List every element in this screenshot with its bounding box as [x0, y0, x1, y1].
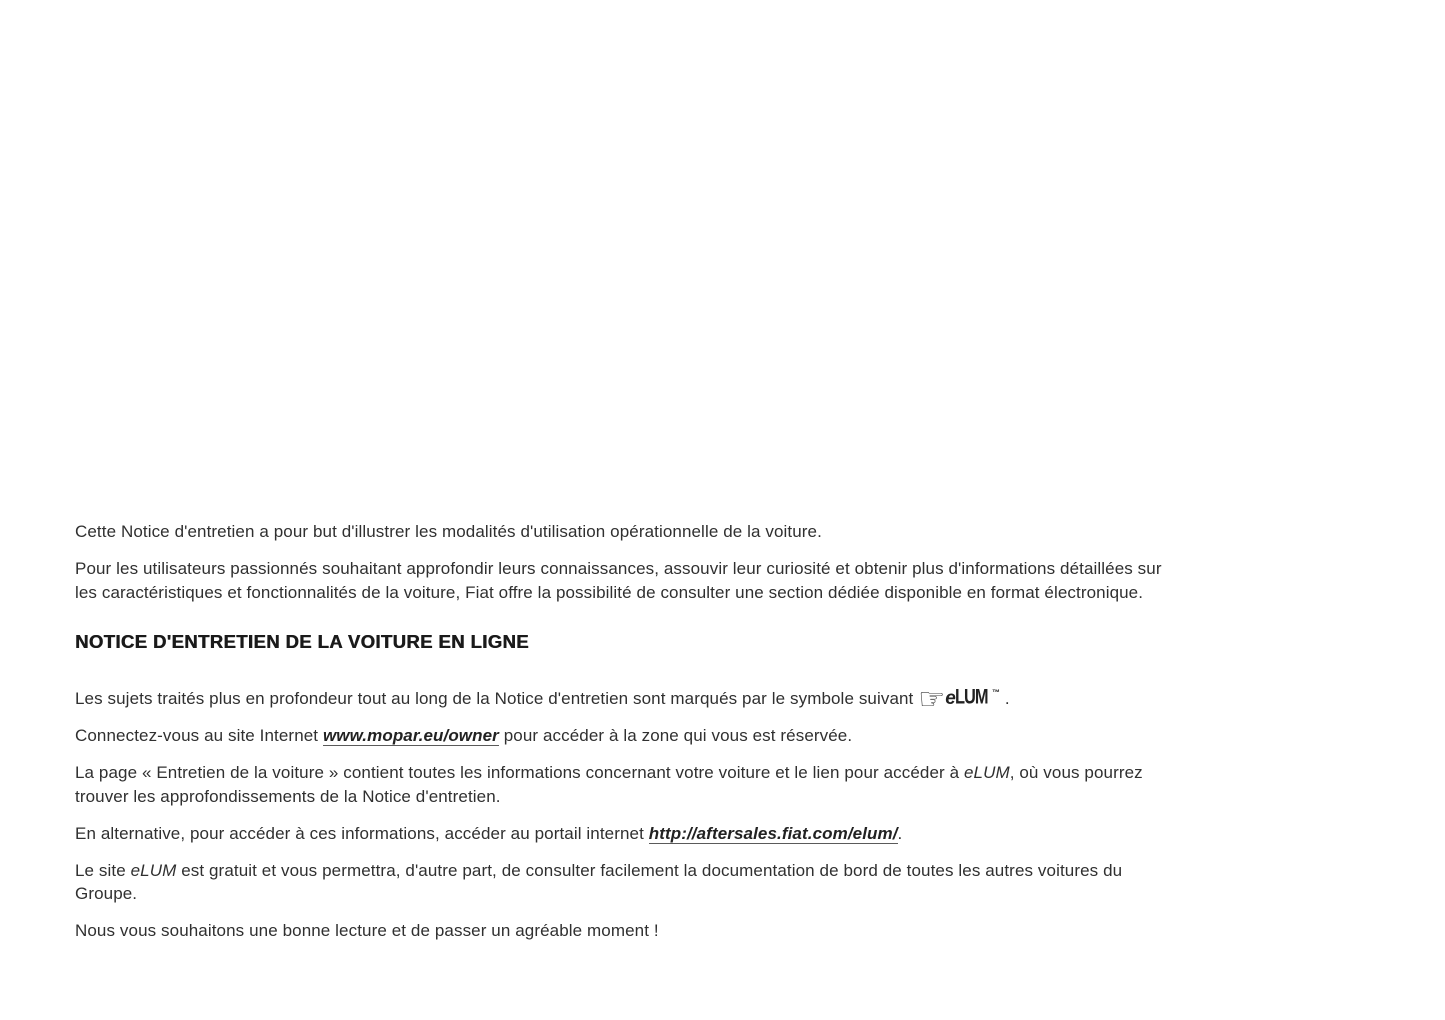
closing-paragraph: [75, 919, 1188, 943]
intro-paragraph-2-text: Pour les utilisateurs passionnés souhaitant approfondir leurs connaissances, assouvir leur curiosité et obtenir plus d'informations détaillées sur les caractéristiques et fonctionnalités de la voiture, Fiat offre la possibilité de consulter une section dédiée disponible en format électronique.: [75, 559, 1162, 602]
connect-paragraph-text-after: pour accéder à la zone qui vous est réservée.: [498, 726, 853, 745]
aftersales-elum-link[interactable]: http://aftersales.fiat.com/elum/: [648, 823, 898, 843]
pointing-hand-icon: ☞: [918, 682, 946, 717]
alternative-text: En alternative, pour accéder à ces informations, accéder au portail internet: [75, 823, 649, 843]
free-site-text: Le site: [75, 860, 131, 880]
trademark-icon: ™: [992, 688, 1001, 697]
symbol-paragraph-text: Les sujets traités plus en profondeur tout au long de la Notice d'entretien sont marqués par le symbole suivant: [75, 689, 919, 708]
elum-name: eLUM: [130, 860, 177, 880]
alternative-paragraph: [75, 822, 1188, 846]
elum-logo-lum: LUM: [955, 685, 988, 709]
elum-name: eLUM: [963, 763, 1010, 782]
alternative-text-after: .: [897, 823, 903, 843]
section-heading: NOTICE D'ENTRETIEN DE LA VOITURE EN LIGNE: [75, 631, 529, 652]
free-site-paragraph: [75, 859, 1188, 906]
closing-text: Nous vous souhaitons une bonne lecture et de passer un agréable moment !: [75, 921, 659, 940]
page-info-paragraph: [75, 761, 1188, 808]
elum-logo-e: e: [945, 688, 956, 709]
elum-logo: [918, 682, 1001, 717]
connect-paragraph: [75, 724, 1188, 748]
symbol-paragraph-period: .: [1000, 689, 1010, 708]
intro-paragraph-1: [75, 520, 1188, 544]
intro-paragraph-1-text: Cette Notice d'entretien a pour but d'illustrer les modalités d'utilisation opérationnelle de la voiture.: [75, 522, 822, 541]
symbol-paragraph: [75, 681, 1188, 717]
page-text-block: [75, 520, 1188, 956]
free-site-text-after: est gratuit et vous permettra, d'autre part, de consulter facilement la documentation de bord de toutes les autres voitures du Groupe.: [75, 860, 1123, 903]
connect-paragraph-text: Connectez-vous au site Internet: [75, 726, 323, 745]
intro-paragraph-2: [75, 557, 1188, 604]
mopar-owner-link[interactable]: www.mopar.eu/owner: [322, 726, 499, 745]
page-info-text-after: , où vous pourrez trouver les approfondissements de la Notice d'entretien.: [75, 763, 1143, 806]
page-info-text: La page « Entretien de la voiture » contient toutes les informations concernant votre voiture et le lien pour accéder à: [75, 763, 964, 782]
